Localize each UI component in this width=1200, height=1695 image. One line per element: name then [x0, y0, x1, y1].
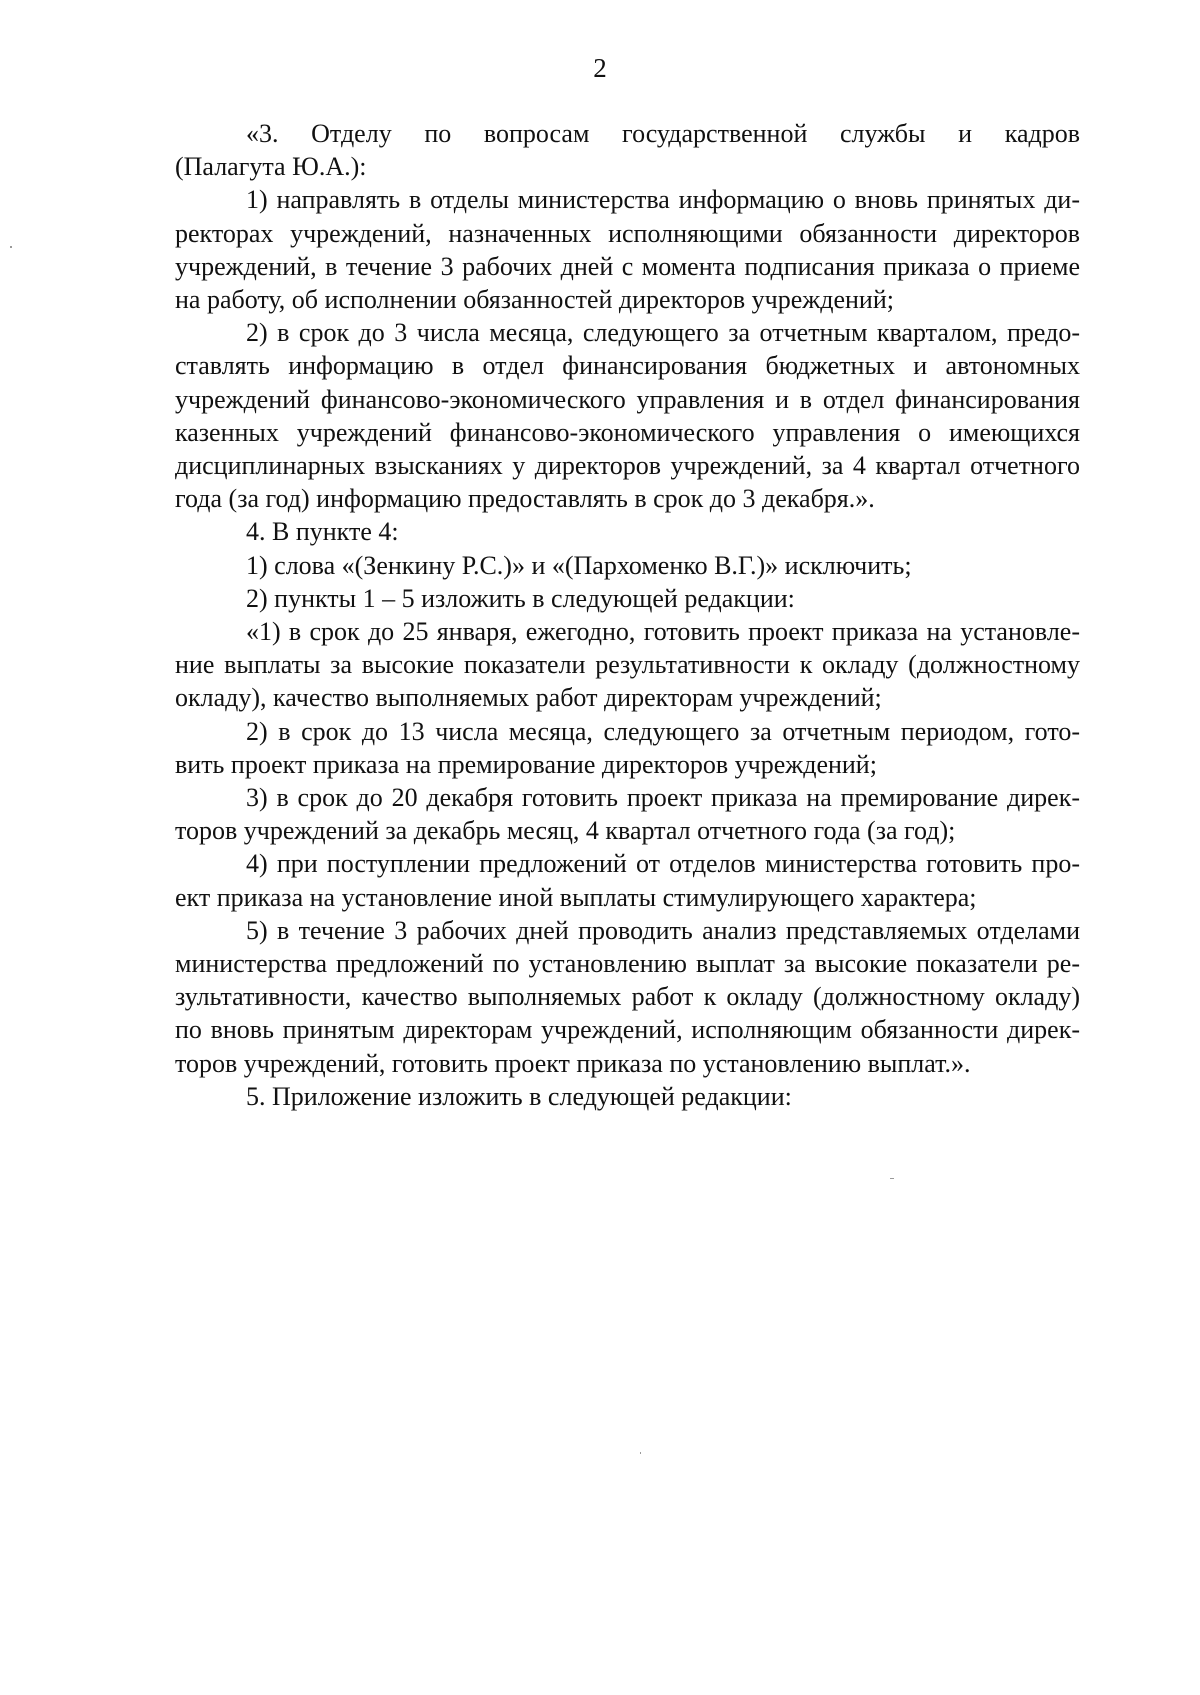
paragraph — [175, 781, 1080, 847]
paragraph — [175, 914, 1080, 1080]
text-line: 5) в течение 3 рабочих дней проводить анализ представляемых отделами — [246, 915, 1080, 945]
text-line: торов учреждений за декабрь месяц, 4 квартал отчетного года (за год); — [175, 816, 956, 846]
text-line: министерства предложений по установлению выплат за высокие показатели ре- — [175, 949, 1080, 979]
text-line: торов учреждений, готовить проект приказа по установлению выплат.». — [175, 1048, 971, 1078]
text-line: ректорах учреждений, назначенных исполняющими обязанности директоров — [175, 218, 1080, 248]
text-line: 1) направлять в отделы министерства информацию о вновь принятых ди- — [246, 185, 1080, 215]
text-line: 4. В пункте 4: — [246, 517, 399, 547]
paragraph — [175, 515, 1080, 548]
text-line: учреждений, в течение 3 рабочих дней с момента подписания приказа о приеме — [175, 251, 1080, 281]
text-line: казенных учреждений финансово-экономического управления о имеющихся — [175, 417, 1080, 447]
text-line: окладу), качество выполняемых работ директорам учреждений; — [175, 683, 882, 713]
text-line: «1) в срок до 25 января, ежегодно, готовить проект приказа на установле- — [246, 617, 1080, 647]
document-body — [175, 117, 1080, 1113]
scan-artifact — [890, 1178, 894, 1179]
scan-artifact — [640, 1452, 641, 1454]
paragraph — [175, 847, 1080, 913]
paragraph — [175, 183, 1080, 316]
text-line: по вновь принятым директорам учреждений, исполняющим обязанности дирек- — [175, 1015, 1080, 1045]
paragraph — [175, 715, 1080, 781]
text-line: зультативности, качество выполняемых работ к окладу (должностному окладу) — [175, 982, 1080, 1012]
paragraph — [175, 615, 1080, 715]
text-line: 1) слова «(Зенкину Р.С.)» и «(Пархоменко В.Г.)» исключить; — [246, 550, 912, 580]
text-line: ние выплаты за высокие показатели результативности к окладу (должностному — [175, 650, 1080, 680]
paragraph — [175, 549, 1080, 582]
text-line: 4) при поступлении предложений от отделов министерства готовить про- — [246, 849, 1080, 879]
paragraph — [175, 582, 1080, 615]
text-line: на работу, об исполнении обязанностей директоров учреждений; — [175, 285, 894, 315]
text-line: дисциплинарных взысканиях у директоров учреждений, за 4 квартал отчетного — [175, 451, 1080, 481]
text-line: ект приказа на установление иной выплаты стимулирующего характера; — [175, 882, 977, 912]
text-line: 5. Приложение изложить в следующей редакции: — [246, 1081, 792, 1111]
paragraph — [175, 117, 1080, 183]
text-line: вить проект приказа на премирование директоров учреждений; — [175, 749, 877, 779]
text-line: «3. Отделу по вопросам государственной службы и кадров — [246, 119, 1080, 148]
text-line: учреждений финансово-экономического управления и в отдел финансирования — [175, 384, 1080, 414]
paragraph — [175, 1080, 1080, 1113]
paragraph — [175, 316, 1080, 515]
text-line: года (за год) информацию предоставлять в срок до 3 декабря.». — [175, 484, 875, 514]
text-line: 2) в срок до 13 числа месяца, следующего за отчетным периодом, гото- — [246, 716, 1080, 746]
scan-artifact — [10, 246, 12, 248]
text-line: 3) в срок до 20 декабря готовить проект приказа на премирование дирек- — [246, 783, 1080, 813]
text-line: (Палагута Ю.А.): — [175, 152, 367, 182]
page-number: 2 — [593, 53, 607, 83]
text-line: ставлять информацию в отдел финансирования бюджетных и автономных — [175, 351, 1080, 381]
text-line: 2) пункты 1 – 5 изложить в следующей редакции: — [246, 583, 795, 613]
text-line: 2) в срок до 3 числа месяца, следующего за отчетным кварталом, предо- — [246, 318, 1080, 348]
